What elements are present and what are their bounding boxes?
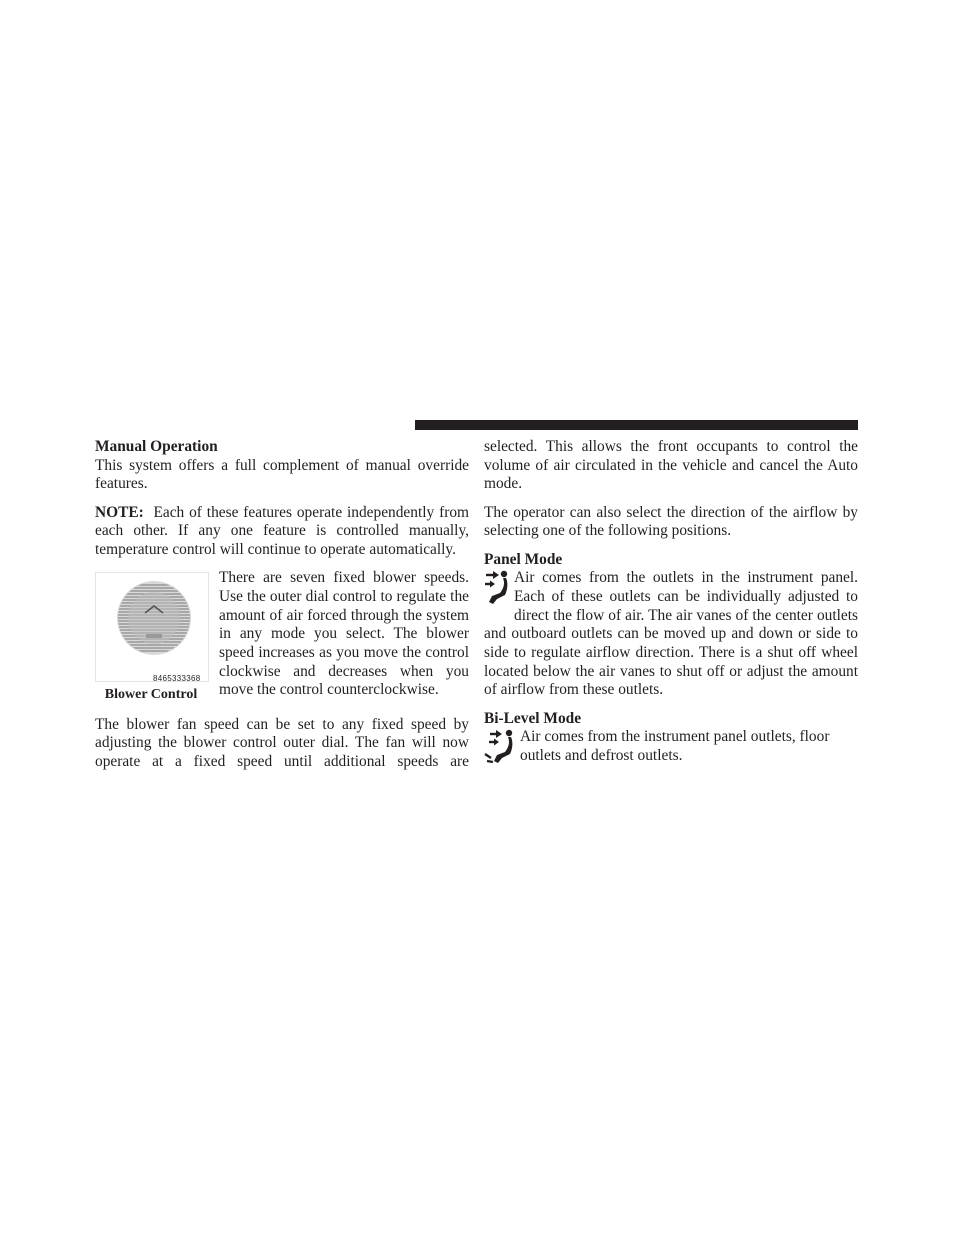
panel-mode-icon: [484, 569, 510, 607]
fan-speed-text: The blower fan speed can be set to any fixed speed by adjusting the blower control outer dial. The fan will now operate at a fixed speed until additional speeds are: [95, 715, 469, 771]
bi-level-mode-section: [484, 728, 858, 765]
airflow-direction-text: The operator can also select the direction of the airflow by selecting one of the following positions.: [484, 503, 858, 540]
manual-operation-intro: This system offers a full complement of manual override features.: [95, 456, 469, 493]
blower-dial-icon: [96, 573, 208, 681]
manual-operation-heading: Manual Operation: [95, 438, 218, 455]
continued-text: selected. This allows the front occupants to control the volume of air circulated in the vehicle and cancel the Auto mode.: [484, 438, 858, 493]
bi-level-mode-icon: [484, 728, 516, 766]
blower-section: [95, 569, 469, 703]
bi-level-mode-heading: Bi-Level Mode: [484, 709, 582, 727]
blower-dial-image: [95, 572, 209, 682]
panel-mode-section: [484, 569, 858, 700]
right-column: [484, 438, 858, 766]
bi-level-mode-text: Air comes from the instrument panel outlets, floor outlets and defrost outlets.: [520, 728, 830, 765]
figure-id: 8465333368: [153, 674, 201, 684]
note-text: Each of these features operate independently from each other. If any one feature is controlled manually, temperature control will continue to operate automatically.: [95, 503, 469, 559]
blower-speeds-text: There are seven fixed blower speeds. Use the outer dial control to regulate the amount of air forced through the system in any mode you select. The blower speed increases as you move the control clockwise and decreases when you move the control counterclockwise.: [219, 569, 469, 699]
left-column: [95, 438, 469, 772]
section-rule: [415, 420, 858, 430]
blower-control-figure: [95, 572, 211, 706]
figure-caption: Blower Control: [104, 687, 198, 703]
panel-mode-heading: Panel Mode: [484, 550, 563, 568]
panel-mode-text: Air comes from the outlets in the instrument panel. Each of these outlets can be individually adjusted to direct the flow of air. The air vanes of the center outlets and outboard outlets can be moved up and down or side to side to regulate airflow direction. There is a shut off wheel located below the air vanes to shut off or adjust the amount of airflow from these outlets.: [484, 569, 858, 699]
note-label: NOTE:: [95, 503, 144, 521]
note-paragraph: [95, 504, 469, 560]
